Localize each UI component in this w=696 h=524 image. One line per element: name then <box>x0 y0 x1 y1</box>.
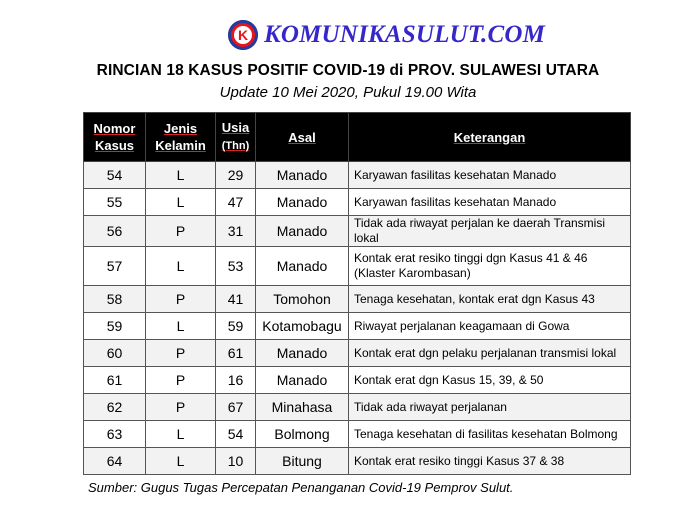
cell-keterangan: Kontak erat dgn pelaku perjalanan transmisi lokal <box>349 340 631 367</box>
cell-usia: 29 <box>216 162 256 189</box>
cell-usia: 31 <box>216 216 256 247</box>
cell-asal: Bitung <box>256 448 349 475</box>
table-row <box>84 286 631 313</box>
cell-usia: 53 <box>216 247 256 286</box>
cell-usia: 47 <box>216 189 256 216</box>
table-row <box>84 367 631 394</box>
cell-nomor: 62 <box>84 394 146 421</box>
cell-asal: Tomohon <box>256 286 349 313</box>
cell-asal: Manado <box>256 367 349 394</box>
cases-table <box>83 112 631 475</box>
brand-logo-letter: K <box>237 27 249 43</box>
brand-name: KOMUNIKASULUT.COM <box>264 21 546 48</box>
cell-jenis-kelamin: P <box>146 367 216 394</box>
cell-asal: Manado <box>256 189 349 216</box>
cell-keterangan: Riwayat perjalanan keagamaan di Gowa <box>349 313 631 340</box>
cell-nomor: 54 <box>84 162 146 189</box>
table-row <box>84 216 631 247</box>
header-jenis-kelamin: Jenis Kelamin <box>146 113 216 162</box>
cell-usia: 16 <box>216 367 256 394</box>
brand-logo-icon <box>228 20 258 50</box>
table-row <box>84 162 631 189</box>
cell-nomor: 55 <box>84 189 146 216</box>
cell-nomor: 64 <box>84 448 146 475</box>
page-title: RINCIAN 18 KASUS POSITIF COVID-19 di PROV. SULAWESI UTARA <box>96 62 600 79</box>
table-row <box>84 189 631 216</box>
cell-keterangan: Kontak erat dgn Kasus 15, 39, & 50 <box>349 367 631 394</box>
table-row <box>84 313 631 340</box>
cell-keterangan: Karyawan fasilitas kesehatan Manado <box>349 162 631 189</box>
cell-nomor: 63 <box>84 421 146 448</box>
cell-asal: Manado <box>256 216 349 247</box>
table-row <box>84 394 631 421</box>
cell-usia: 67 <box>216 394 256 421</box>
cell-jenis-kelamin: P <box>146 286 216 313</box>
table-row <box>84 421 631 448</box>
cell-keterangan: Tidak ada riwayat perjalan ke daerah Transmisi lokal <box>349 216 631 247</box>
cell-usia: 54 <box>216 421 256 448</box>
header-asal: Asal <box>256 113 349 162</box>
table-header-row <box>84 113 631 162</box>
page-subtitle: Update 10 Mei 2020, Pukul 19.00 Wita <box>219 84 477 101</box>
cell-nomor: 60 <box>84 340 146 367</box>
cell-nomor: 59 <box>84 313 146 340</box>
source-note: Sumber: Gugus Tugas Percepatan Penanganan Covid-19 Pemprov Sulut. <box>88 480 514 495</box>
table-row <box>84 448 631 475</box>
cell-keterangan: Tenaga kesehatan di fasilitas kesehatan Bolmong <box>349 421 631 448</box>
cell-usia: 61 <box>216 340 256 367</box>
header-usia: Usia (Thn) <box>216 113 256 162</box>
table-row <box>84 247 631 286</box>
cell-keterangan: Tidak ada riwayat perjalanan <box>349 394 631 421</box>
cell-jenis-kelamin: L <box>146 189 216 216</box>
cell-keterangan: Kontak erat resiko tinggi dgn Kasus 41 & 46 (Klaster Karombasan) <box>349 247 631 286</box>
cell-asal: Bolmong <box>256 421 349 448</box>
cell-nomor: 57 <box>84 247 146 286</box>
cell-jenis-kelamin: L <box>146 448 216 475</box>
cell-asal: Minahasa <box>256 394 349 421</box>
cell-jenis-kelamin: L <box>146 313 216 340</box>
header-keterangan: Keterangan <box>349 113 631 162</box>
cell-jenis-kelamin: L <box>146 247 216 286</box>
cell-jenis-kelamin: P <box>146 394 216 421</box>
brand-header <box>228 18 545 52</box>
cell-jenis-kelamin: P <box>146 340 216 367</box>
cell-jenis-kelamin: L <box>146 421 216 448</box>
cell-nomor: 61 <box>84 367 146 394</box>
cell-keterangan: Tenaga kesehatan, kontak erat dgn Kasus 43 <box>349 286 631 313</box>
cell-asal: Kotamobagu <box>256 313 349 340</box>
header-nomor-kasus: Nomor Kasus <box>84 113 146 162</box>
cell-usia: 10 <box>216 448 256 475</box>
cell-jenis-kelamin: L <box>146 162 216 189</box>
cell-keterangan: Kontak erat resiko tinggi Kasus 37 & 38 <box>349 448 631 475</box>
cell-asal: Manado <box>256 162 349 189</box>
cell-usia: 41 <box>216 286 256 313</box>
cell-usia: 59 <box>216 313 256 340</box>
cell-asal: Manado <box>256 247 349 286</box>
cell-nomor: 56 <box>84 216 146 247</box>
cell-jenis-kelamin: P <box>146 216 216 247</box>
cell-keterangan: Karyawan fasilitas kesehatan Manado <box>349 189 631 216</box>
cell-nomor: 58 <box>84 286 146 313</box>
cell-asal: Manado <box>256 340 349 367</box>
table-row <box>84 340 631 367</box>
